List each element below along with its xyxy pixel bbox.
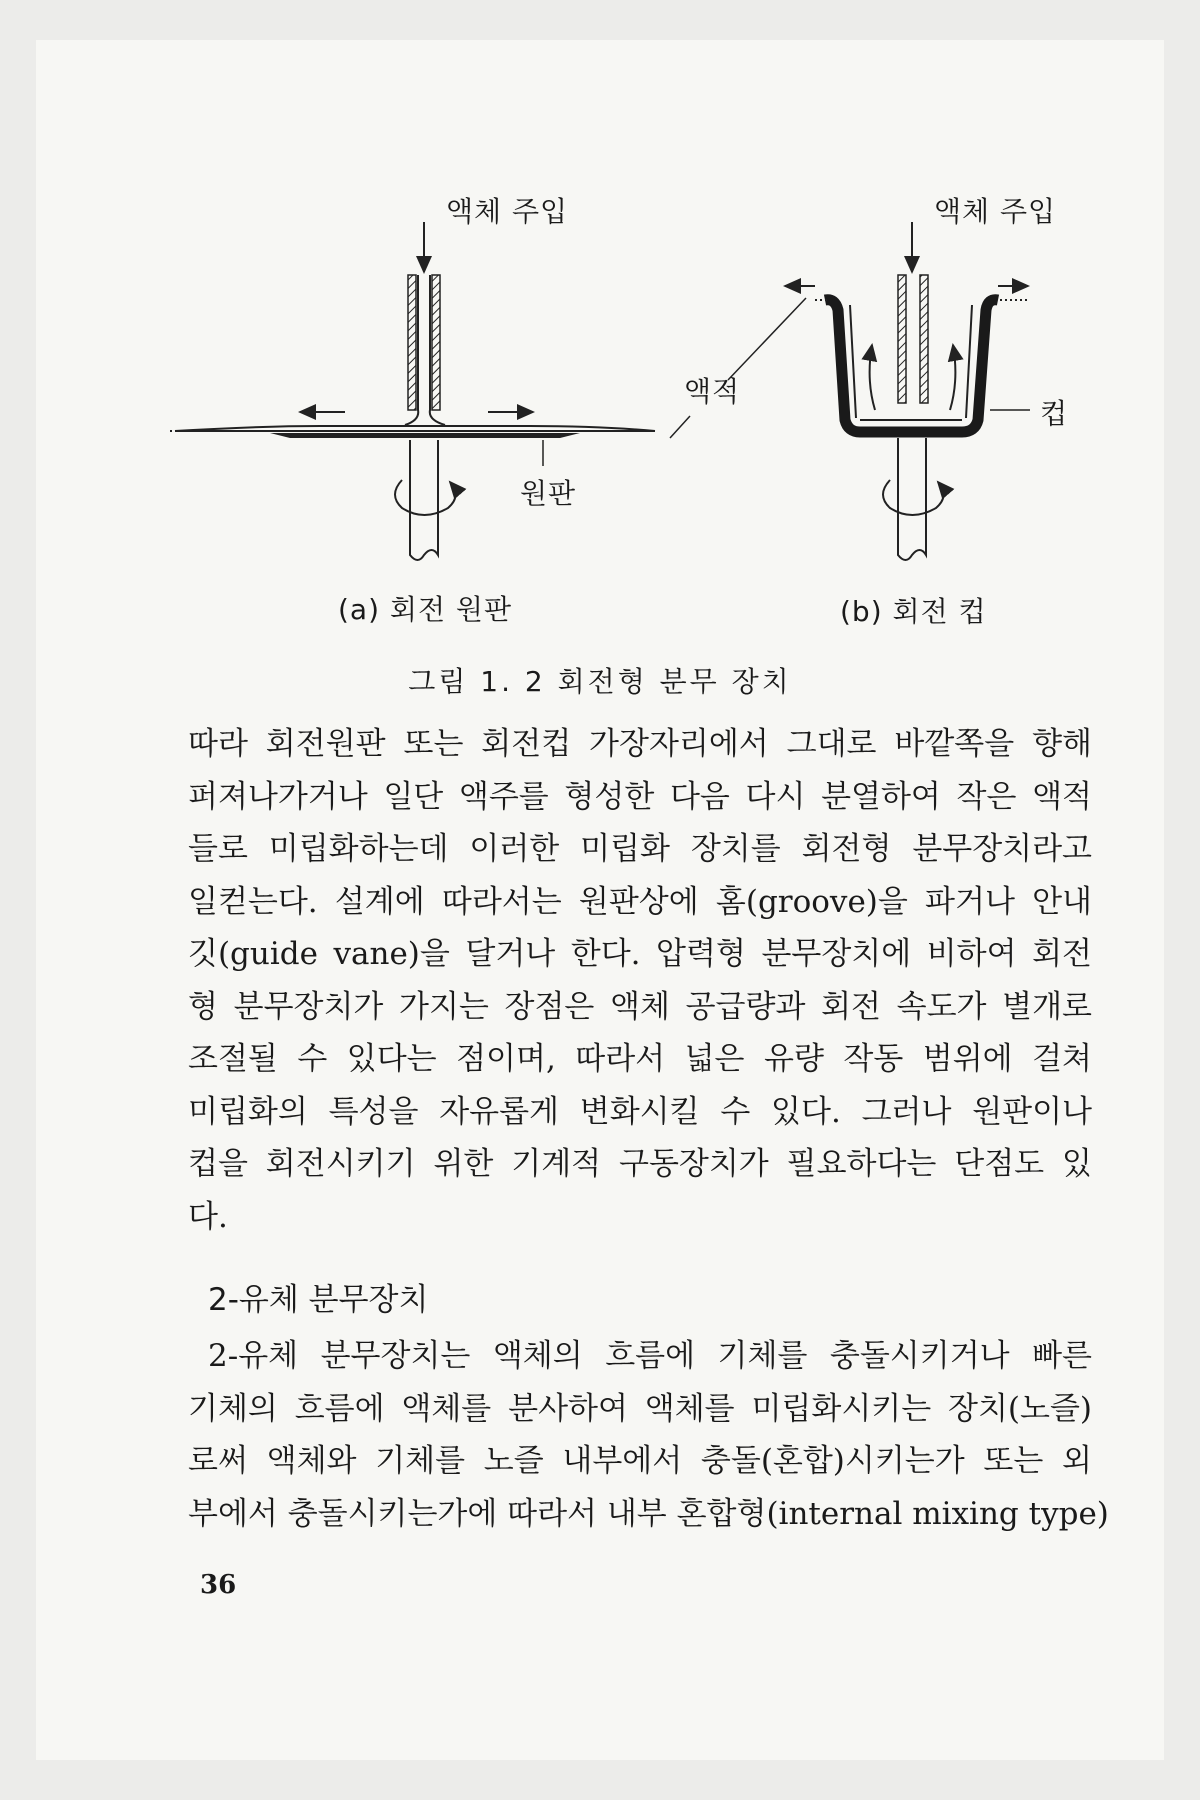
figure-caption: 그림 1. 2 회전형 분무 장치 bbox=[408, 665, 792, 698]
droplet-label: 액적 bbox=[684, 375, 741, 408]
disk-label: 원판 bbox=[520, 477, 577, 510]
text-line: 컵을 회전시키기 위한 기계적 구동장치가 필요하다는 단점도 있 bbox=[188, 1146, 1092, 1182]
disk-caption: (a) 회전 원판 bbox=[338, 593, 512, 626]
text-line: 다. bbox=[188, 1198, 228, 1235]
text-line: 형 분무장치가 가지는 장점은 액체 공급량과 회전 속도가 별개로 bbox=[188, 988, 1092, 1025]
cup-inlet-label: 액체 주입 bbox=[934, 195, 1057, 228]
droplet-leader-lines bbox=[670, 298, 806, 438]
text-line: 2-유체 분무장치는 액체의 흐름에 기체를 충돌시키거나 빠른 bbox=[208, 1338, 1092, 1374]
page-number: 36 bbox=[200, 1570, 237, 1600]
figure-rotary-atomizers bbox=[0, 0, 1200, 660]
text-line: 미립화의 특성을 자유롭게 변화시킬 수 있다. 그러나 원판이나 bbox=[188, 1093, 1092, 1130]
cup-caption: (b) 회전 컵 bbox=[840, 595, 987, 628]
rotating-cup-diagram bbox=[785, 222, 1030, 560]
rotating-disk-diagram bbox=[170, 222, 655, 560]
text-line: 깃(guide vane)을 달거나 한다. 압력형 분무장치에 비하여 회전 bbox=[188, 936, 1092, 972]
section-heading: 2-유체 분무장치 bbox=[208, 1282, 429, 1318]
text-line: 로써 액체와 기체를 노즐 내부에서 충돌(혼합)시키는가 또는 외 bbox=[188, 1443, 1092, 1479]
text-line: 퍼져나가거나 일단 액주를 형성한 다음 다시 분열하여 작은 액적 bbox=[188, 778, 1092, 815]
disk-inlet-label: 액체 주입 bbox=[446, 195, 569, 228]
paragraph-two-fluid-atomizer bbox=[188, 1330, 1109, 1540]
text-line: 부에서 충돌시키는가에 따라서 내부 혼합형(internal mixing type) bbox=[188, 1495, 1109, 1532]
text-line: 일컫는다. 설계에 따라서는 원판상에 홈(groove)을 파거나 안내 bbox=[188, 883, 1092, 920]
text-line: 기체의 흐름에 액체를 분사하여 액체를 미립화시키는 장치(노즐) bbox=[188, 1390, 1092, 1427]
cup-label: 컵 bbox=[1040, 397, 1069, 430]
text-line: 따라 회전원판 또는 회전컵 가장자리에서 그대로 바깥쪽을 향해 bbox=[188, 726, 1092, 762]
text-line: 조절될 수 있다는 점이며, 따라서 넓은 유량 작동 범위에 걸쳐 bbox=[188, 1041, 1092, 1077]
text-line: 들로 미립화하는데 이러한 미립화 장치를 회전형 분무장치라고 bbox=[188, 831, 1092, 867]
paragraph-rotary-atomizer bbox=[188, 718, 1092, 1243]
